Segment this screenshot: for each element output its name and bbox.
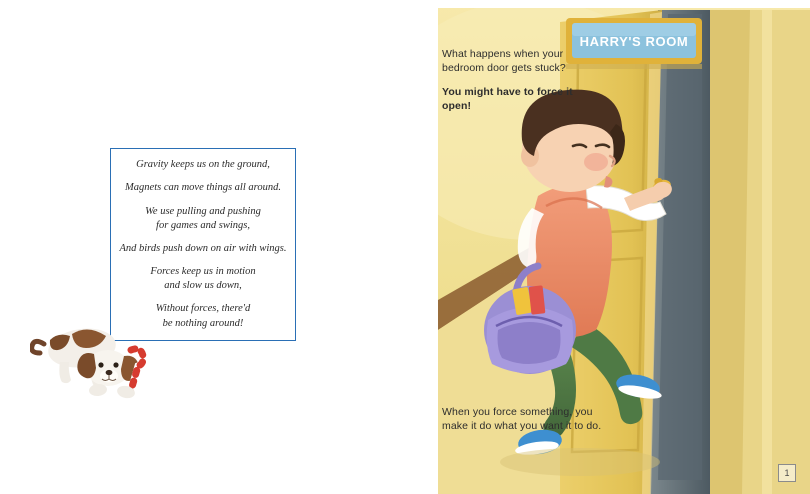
- poem-line: And birds push down on air with wings.: [119, 242, 287, 254]
- caption-emphasis: You might have to force it open!: [442, 86, 573, 113]
- poem-line: We use pulling and pushing for games and swings,: [145, 205, 261, 231]
- poem-line: Magnets can move things all around.: [125, 182, 281, 194]
- poem-line: Gravity keeps us on the ground,: [136, 159, 270, 171]
- door-sign-text: HARRY'S ROOM: [579, 34, 689, 49]
- caption-bottom: When you force something, you make it do what you want it to do.: [442, 406, 602, 433]
- caption-question: What happens when your bedroom door gets stuck?: [442, 48, 566, 75]
- page-number: 1: [778, 464, 796, 482]
- poem-line: Without forces, there'd be nothing around!: [155, 303, 251, 329]
- right-page: [410, 0, 810, 494]
- poem-line: Forces keep us in motion and slow us down,: [150, 266, 256, 292]
- door-sign: [566, 18, 702, 69]
- toy-dog-illustration: [30, 300, 150, 415]
